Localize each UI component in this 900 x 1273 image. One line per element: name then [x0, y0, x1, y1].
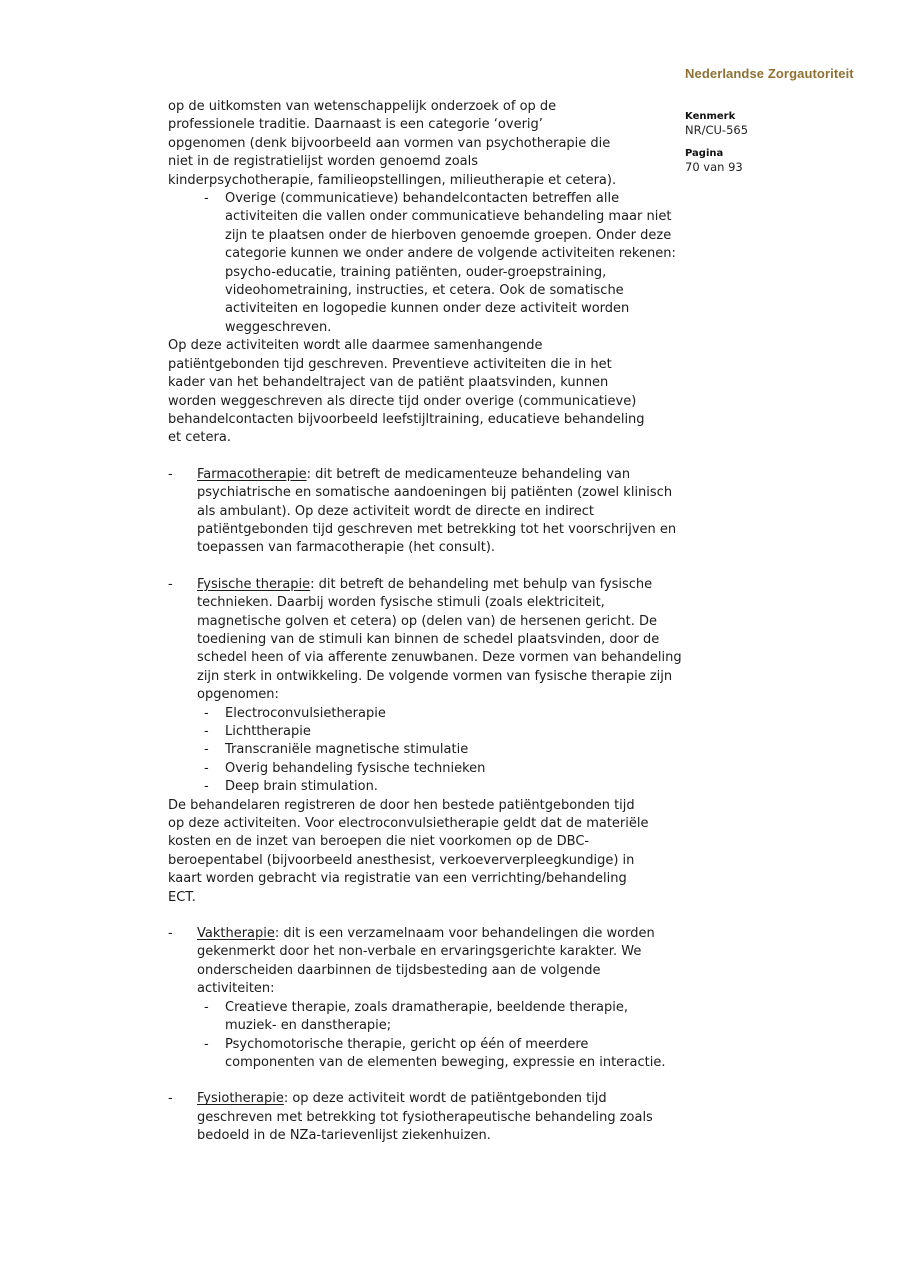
bullet-dash: -: [204, 724, 209, 739]
term-farmacotherapie: Farmacotherapie: [197, 466, 307, 482]
list-item-deep-brain-stimulation: [204, 778, 682, 796]
kenmerk-value: NR/CU-565: [685, 123, 749, 137]
bullet-dash: -: [168, 926, 173, 942]
bullet-body-text: : dit betreft de medicamenteuze behandeling van psychiatrische en somatische aandoeningen bij patiënten (zowel klinisch als ambulant). Op deze activiteit wordt de directe en indirect patiëntgebonden tijd geschreven met betrekking tot het voorschrijven en toepassen van farmacotherapie (het consult).: [197, 466, 677, 556]
bullet-text: [197, 1090, 682, 1145]
bullet-dash: -: [204, 779, 209, 795]
bullet-dash: -: [204, 742, 209, 758]
list-item-electroconvulsietherapie: [204, 705, 682, 723]
list-item-text: Deep brain stimulation.: [225, 779, 378, 795]
pagina-label: Pagina: [685, 148, 724, 159]
list-item-transcraniele-stimulatie: [204, 741, 682, 759]
bullet-overige-behandelcontacten: [204, 190, 682, 337]
bullet-body-text: : dit is een verzamelnaam voor behandelingen die worden gekenmerkt door het non-verbale en ervaringsgerichte karakter. We onderscheiden daarbinnen de tijdsbesteding aan de volgende activiteiten:: [197, 926, 655, 997]
bullet-dash: -: [168, 466, 173, 482]
bullet-body-text: : op deze activiteit wordt de patiëntgebonden tijd geschreven met betrekking tot fysiotherapeutische behandeling zoals bedoeld in de NZa-tarievenlijst ziekenhuizen.: [197, 1091, 653, 1144]
bullet-dash: -: [168, 1091, 173, 1107]
list-item-text: Psychomotorische therapie, gericht op één of meerdere componenten van de elementen beweging, expressie en interactie.: [225, 1036, 666, 1070]
bullet-body-text: : dit betreft de behandeling met behulp van fysische technieken. Daarbij worden fysische stimuli (zoals elektriciteit, magnetische golven et cetera) op (delen van) de hersenen gericht. De toediening van de stimuli kan binnen de schedel plaatsvinden, door de schedel heen of via afferente zenuwbanen. Deze vormen van behandeling zijn sterk in ontwikkeling. De volgende vormen van fysische therapie zijn opgenomen:: [197, 576, 682, 703]
list-item-text: Transcraniële magnetische stimulatie: [225, 742, 469, 758]
nza-logo-wordmark: Nederlandse Zorgautoriteit: [685, 66, 854, 81]
paragraph-behandelaren-registreren: De behandelaren registreren de door hen bestede patiëntgebonden tijd op deze activiteiten. Voor electroconvulsietherapie geldt dat de materiële kosten en de inzet van beroepen die niet voorkomen op de DBC-beroepentabel (bijvoorbeeld anesthesist, verkoeververpleegkundige) in kaart worden gebracht via registratie van een verrichting/behandeling ECT.: [168, 797, 649, 905]
pagina-value: 70 van 93: [685, 160, 743, 174]
list-item-text: Overig behandeling fysische technieken: [225, 760, 486, 776]
bullet-fysische-therapie: [168, 576, 682, 705]
list-item-creatieve-therapie: [204, 999, 682, 1036]
bullet-text: [197, 466, 682, 558]
list-item-overig-fysische-technieken: [204, 760, 682, 778]
bullet-dash: -: [204, 760, 209, 776]
bullet-farmacotherapie: [168, 466, 682, 558]
document-body: [168, 98, 682, 1146]
list-item-text: Lichttherapie: [225, 724, 311, 739]
list-item-text: Electroconvulsietherapie: [225, 705, 386, 721]
bullet-dash: -: [168, 576, 173, 592]
bullet-dash: -: [204, 191, 209, 207]
bullet-text: [197, 925, 682, 999]
kenmerk-label: Kenmerk: [685, 111, 736, 122]
bullet-text: Overige (communicatieve) behandelcontacten betreffen alle activiteiten die vallen onder communicatieve behandeling maar niet zijn te plaatsen onder de hierboven genoemde groepen. Onder deze categorie kunnen we onder andere de volgende activiteiten rekenen: psycho-educatie, training patiënten, ouder-groepstraining, videohometraining, instructies, et cetera. Ook de somatische activiteiten en logopedie kunnen onder deze activiteit worden weggeschreven.: [225, 191, 676, 335]
document-meta: [685, 110, 865, 184]
paragraph-intro-continuation: op de uitkomsten van wetenschappelijk onderzoek of op de professionele traditie. Daarnaast is een categorie ‘overig’ opgenomen (denk bijvoorbeeld aan vormen van psychotherapie die niet in de registratielijst worden genoemd zoals kinderpsychotherapie, familieopstellingen, milieutherapie et cetera).: [168, 99, 617, 188]
paragraph-op-deze-activiteiten: Op deze activiteiten wordt alle daarmee samenhangende patiëntgebonden tijd geschreven. Preventieve activiteiten die in het kader van het behandeltraject van de patiënt plaatsvinden, kunnen worden weggeschreven als directe tijd onder overige (communicatieve) behandelcontacten bijvoorbeeld leefstijltraining, educatieve behandeling et cetera.: [168, 338, 645, 446]
list-item-lichttherapie: [204, 723, 682, 741]
bullet-dash: -: [204, 705, 209, 721]
term-fysiotherapie: Fysiotherapie: [197, 1091, 284, 1107]
term-vaktherapie: Vaktherapie: [197, 926, 275, 942]
list-item-psychomotorische-therapie: [204, 1036, 682, 1073]
bullet-vaktherapie: [168, 925, 682, 999]
bullet-dash: -: [204, 999, 209, 1015]
bullet-text: [197, 576, 682, 705]
list-item-text: Creatieve therapie, zoals dramatherapie, beeldende therapie, muziek- en danstherapie;: [225, 999, 628, 1034]
term-fysische-therapie: Fysische therapie: [197, 576, 311, 592]
bullet-fysiotherapie: [168, 1090, 682, 1145]
bullet-dash: -: [204, 1036, 209, 1052]
